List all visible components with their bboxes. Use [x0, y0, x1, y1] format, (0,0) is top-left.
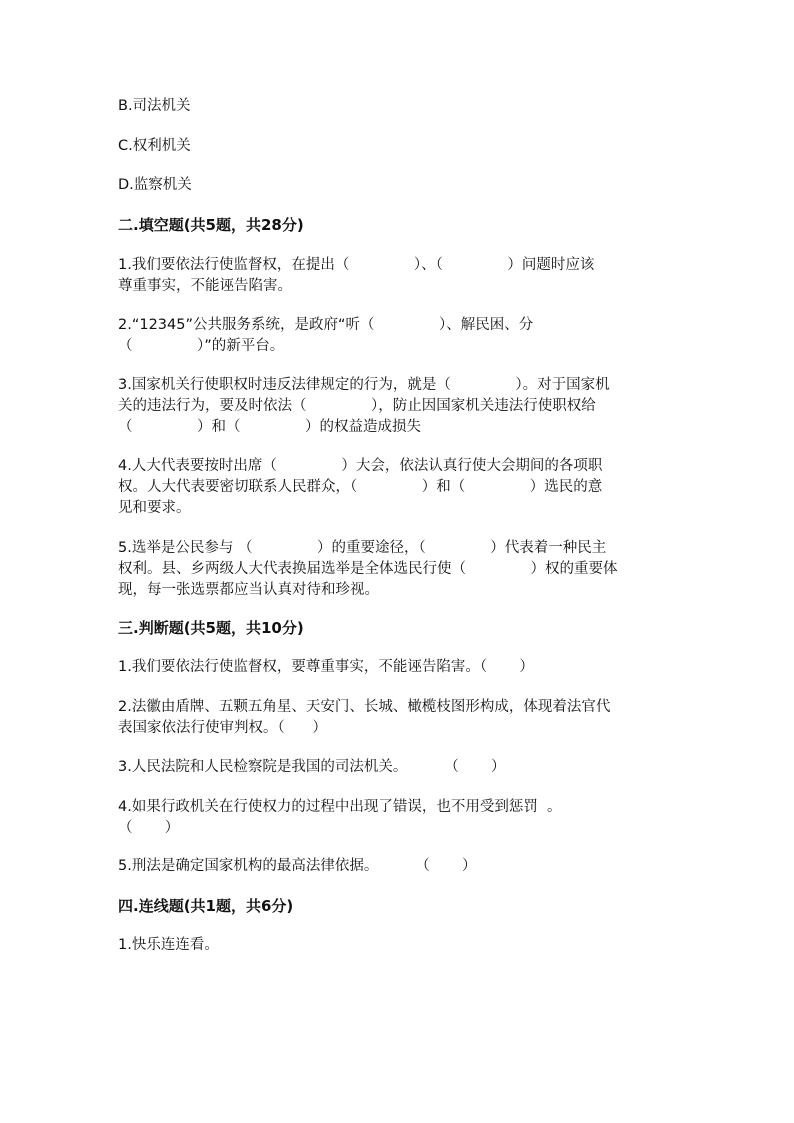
fill-q5-line2: 权利。县、乡两级人大代表换届选举是全体选民行使（ ）权的重要体	[118, 561, 618, 577]
judge-q1-line1: 1.我们要依法行使监督权，要尊重事实，不能诬告陷害。（ ）	[118, 659, 534, 675]
fill-q3-line2: 关的违法行为，要及时依法（ ），防止因国家机关违法行使职权给	[118, 398, 596, 414]
fill-q1-line2: 尊重事实，不能诬告陷害。	[118, 278, 292, 294]
option-c: C.权利机关	[118, 138, 191, 154]
fill-q3-line1: 3.国家机关行使职权时违反法律规定的行为，就是（ ）。对于国家机	[118, 377, 610, 393]
match-q1-line1: 1.快乐连连看。	[118, 937, 219, 953]
fill-section-heading: 二.填空题(共5题，共28分)	[118, 216, 304, 234]
fill-q4-line2: 权。人大代表要密切联系人民群众，（ ）和（ ）选民的意	[118, 479, 603, 495]
judge-q2-line1: 2.法徽由盾牌、五颗五角星、天安门、长城、橄榄枝图形构成，体现着法官代	[118, 699, 611, 715]
option-b: B.司法机关	[118, 98, 191, 114]
judge-section-heading: 三.判断题(共5题，共10分)	[118, 619, 304, 637]
fill-q5-line3: 现，每一张选票都应当认真对待和珍视。	[118, 582, 379, 598]
judge-q3-line1: 3.人民法院和人民检察院是我国的司法机关。 （ ）	[118, 759, 506, 775]
fill-q2-line2: （ ）”的新平台。	[118, 338, 285, 354]
judge-q4-line2: （ ）	[118, 820, 180, 836]
fill-q3-line3: （ ）和（ ）的权益造成损失	[118, 419, 422, 435]
judge-q5-line1: 5.刑法是确定国家机构的最高法律依据。 （ ）	[118, 858, 477, 874]
fill-q5-line1: 5.选举是公民参与 （ ）的重要途径，（ ）代表着一种民主	[118, 540, 607, 556]
judge-q2-line2: 表国家依法行使审判权。（ ）	[118, 720, 327, 736]
fill-q2-line1: 2.“12345”公共服务系统，是政府“听（ ）、解民困、分	[118, 317, 534, 333]
judge-q4-line1: 4.如果行政机关在行使权力的过程中出现了错误，也不用受到惩罚 。	[118, 799, 562, 815]
fill-q4-line1: 4.人大代表要按时出席（ ）大会，依法认真行使大会期间的各项职	[118, 458, 603, 474]
match-section-heading: 四.连线题(共1题，共6分)	[118, 897, 294, 915]
fill-q1-line1: 1.我们要依法行使监督权，在提出（ ）、（ ）问题时应该	[118, 257, 595, 273]
option-d: D.监察机关	[118, 177, 192, 193]
fill-q4-line3: 见和要求。	[118, 500, 191, 516]
